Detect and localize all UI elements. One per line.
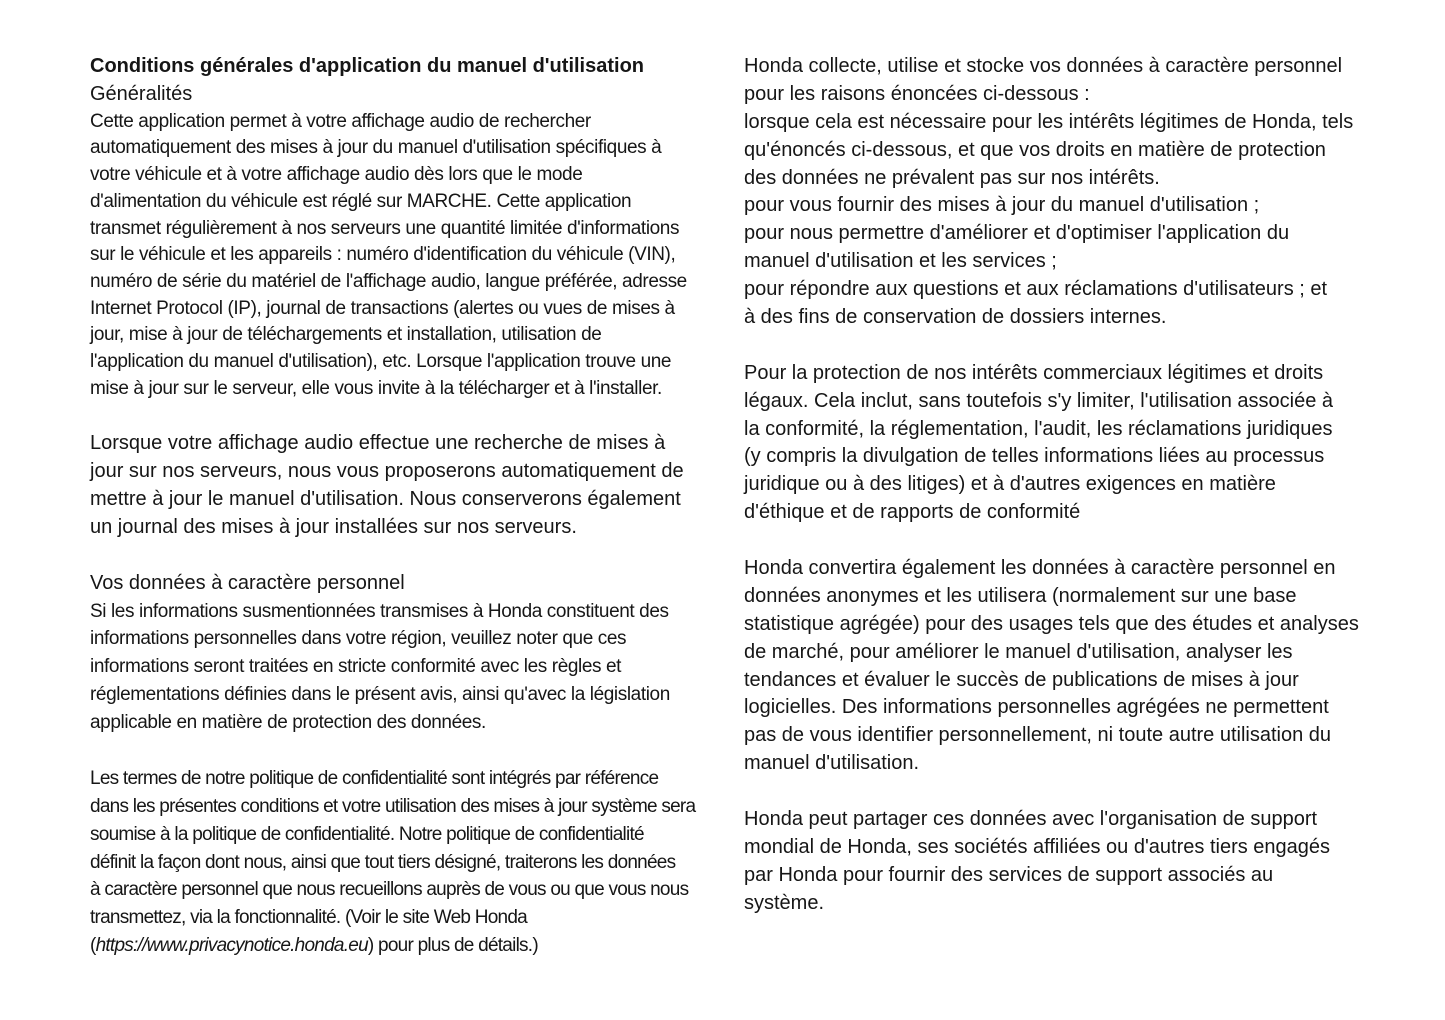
legal-interests-paragraph xyxy=(744,360,1366,527)
paragraph-line: à des fins de conservation de dossiers internes. xyxy=(744,306,1167,329)
paragraph-line: Lorsque votre affichage audio effectue une recherche de mises à xyxy=(90,432,666,455)
purposes-paragraph xyxy=(744,53,1366,332)
paragraph-line: légaux. Cela inclut, sans toutefois s'y limiter, l'utilisation associée à xyxy=(744,389,1334,412)
paragraph-line: (y compris la divulgation de telles informations liées au processus xyxy=(744,445,1325,468)
paragraph-line: manuel d'utilisation. xyxy=(744,752,920,775)
general-paragraph-2 xyxy=(90,430,708,542)
paragraph-line: juridique ou à des litiges) et à d'autres exigences en matière xyxy=(744,473,1276,496)
general-paragraph-1 xyxy=(90,109,708,403)
data-sharing-paragraph xyxy=(744,806,1366,918)
paragraph-line-with-url xyxy=(90,932,708,960)
paragraph-line: transmet régulièrement à nos serveurs une quantité limitée d'informations xyxy=(90,217,680,239)
anonymised-data-paragraph xyxy=(744,555,1366,778)
paragraph-line: soumise à la politique de confidentialité. Notre politique de confidentialité xyxy=(90,823,644,845)
paragraph-line: réglementations définies dans le présent avis, ainsi qu'avec la législation xyxy=(90,684,670,706)
right-column xyxy=(744,53,1366,918)
paragraph-line: pour répondre aux questions et aux réclamations d'utilisateurs ; et xyxy=(744,278,1328,301)
paragraph-line: mise à jour sur le serveur, elle vous invite à la télécharger et à l'installer. xyxy=(90,377,662,399)
paragraph-line: Les termes de notre politique de confidentialité sont intégrés par référence xyxy=(90,767,659,789)
paragraph-line: qu'énoncés ci-dessous, et que vos droits en matière de protection xyxy=(744,138,1326,161)
paragraph-line: de marché, pour améliorer le manuel d'utilisation, analyser les xyxy=(744,640,1293,663)
paragraph-line: Si les informations susmentionnées transmises à Honda constituent des xyxy=(90,600,669,622)
paragraph-line: définit la façon dont nous, ainsi que tout tiers désigné, traiterons les données xyxy=(90,851,676,873)
paragraph-line: Pour la protection de nos intérêts commerciaux légitimes et droits xyxy=(744,361,1324,384)
paragraph-line: tendances et évaluer le succès de publications de mises à jour xyxy=(744,668,1299,691)
paragraph-line: logicielles. Des informations personnelles agrégées ne permettent xyxy=(744,696,1329,719)
open-parenthesis: ( xyxy=(90,935,96,957)
paragraph-line: d'éthique et de rapports de conformité xyxy=(744,501,1081,524)
personal-data-paragraph-1 xyxy=(90,598,708,737)
paragraph-line: informations seront traitées en stricte conformité avec les règles et xyxy=(90,656,622,678)
paragraph-line: pour vous fournir des mises à jour du manuel d'utilisation ; xyxy=(744,194,1260,217)
privacy-notice-url: https://www.privacynotice.honda.eu xyxy=(95,935,368,957)
paragraph-line: à caractère personnel que nous recueillons auprès de vous ou que vous nous xyxy=(90,879,689,901)
paragraph-line: sur le véhicule et les appareils : numéro d'identification du véhicule (VIN), xyxy=(90,244,676,266)
paragraph-line: des données ne prévalent pas sur nos intérêts. xyxy=(744,166,1160,189)
paragraph-line: la conformité, la réglementation, l'audit, les réclamations juridiques xyxy=(744,417,1333,440)
section-heading-general: Généralités xyxy=(90,82,193,105)
paragraph-line: un journal des mises à jour installées sur nos serveurs. xyxy=(90,515,577,538)
paragraph-line: statistique agrégée) pour des usages tels que des études et analyses xyxy=(744,612,1359,635)
document-title: Conditions générales d'application du manuel d'utilisation xyxy=(90,55,645,77)
paragraph-line: par Honda pour fournir des services de support associés au xyxy=(744,863,1274,886)
privacy-policy-paragraph xyxy=(90,765,708,960)
paragraph-line: transmettez, via la fonctionnalité. (Voir le site Web Honda xyxy=(90,907,527,929)
paragraph-line: lorsque cela est nécessaire pour les intérêts légitimes de Honda, tels xyxy=(744,110,1354,133)
paragraph-line: Internet Protocol (IP), journal de transactions (alertes ou vues de mises à xyxy=(90,297,675,319)
paragraph-line: votre véhicule et à votre affichage audio dès lors que le mode xyxy=(90,164,583,186)
closing-text: ) pour plus de détails.) xyxy=(367,935,538,957)
paragraph-line: l'application du manuel d'utilisation), etc. Lorsque l'application trouve une xyxy=(90,350,672,372)
paragraph-line: informations personnelles dans votre région, veuillez noter que ces xyxy=(90,628,627,650)
paragraph-line: pour nous permettre d'améliorer et d'optimiser l'application du xyxy=(744,222,1290,245)
paragraph-line: système. xyxy=(744,891,825,914)
paragraph-line: numéro de série du matériel de l'affichage audio, langue préférée, adresse xyxy=(90,270,687,292)
paragraph-line: automatiquement des mises à jour du manuel d'utilisation spécifiques à xyxy=(90,137,662,159)
paragraph-line: données anonymes et les utilisera (normalement sur une base xyxy=(744,584,1297,607)
paragraph-line: d'alimentation du véhicule est réglé sur MARCHE. Cette application xyxy=(90,190,632,212)
section-heading-personal-data: Vos données à caractère personnel xyxy=(90,571,405,594)
paragraph-line: jour, mise à jour de téléchargements et installation, utilisation de xyxy=(90,324,602,346)
paragraph-line: mondial de Honda, ses sociétés affiliées ou d'autres tiers engagés xyxy=(744,835,1331,858)
paragraph-line: mettre à jour le manuel d'utilisation. Nous conserverons également xyxy=(90,488,681,511)
paragraph-line: manuel d'utilisation et les services ; xyxy=(744,250,1057,273)
paragraph-line: Honda collecte, utilise et stocke vos données à caractère personnel xyxy=(744,55,1343,77)
paragraph-line: pour les raisons énoncées ci-dessous : xyxy=(744,82,1090,105)
paragraph-line: Cette application permet à votre affichage audio de rechercher xyxy=(90,110,591,132)
paragraph-line: Honda convertira également les données à caractère personnel en xyxy=(744,557,1336,580)
left-column xyxy=(90,53,708,960)
paragraph-line: jour sur nos serveurs, nous vous proposerons automatiquement de xyxy=(90,460,684,483)
paragraph-line: pas de vous identifier personnellement, ni toute autre utilisation du xyxy=(744,724,1332,747)
paragraph-line: dans les présentes conditions et votre utilisation des mises à jour système sera xyxy=(90,795,696,817)
paragraph-line: Honda peut partager ces données avec l'organisation de support xyxy=(744,808,1318,831)
paragraph-line: applicable en matière de protection des données. xyxy=(90,712,486,734)
